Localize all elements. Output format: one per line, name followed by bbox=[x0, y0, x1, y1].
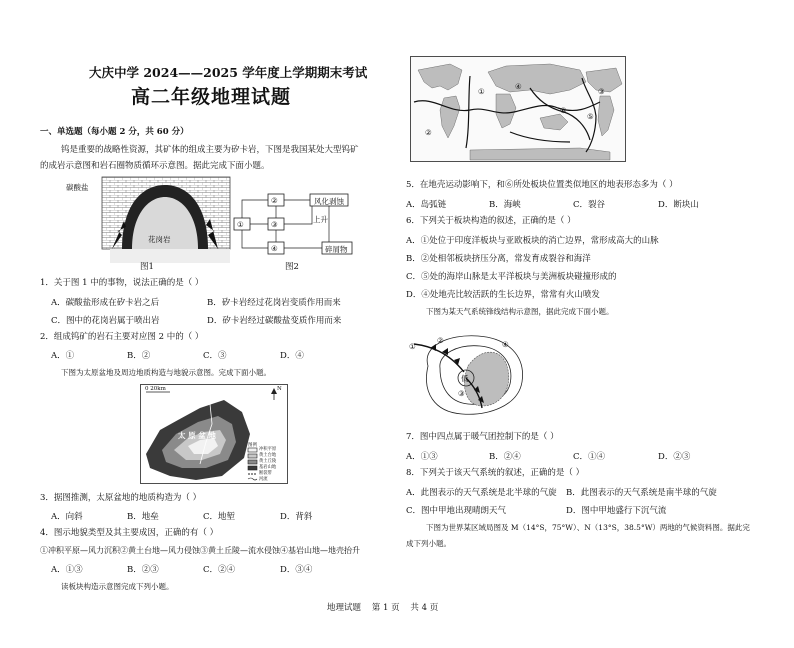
q7-stem: 7．图中四点属于暖气团控制下的是（ ） bbox=[406, 432, 559, 442]
page-title: 高二年级地理试题 bbox=[131, 86, 292, 108]
q6-stem: 6．下列关于板块构造的叙述，正确的是（ ） bbox=[406, 216, 576, 226]
q8-stem: 8．下列关于该天气系统的叙述，正确的是（ ） bbox=[406, 468, 585, 478]
legend-items bbox=[259, 447, 276, 483]
q3-option-c[interactable]: C．地堑 bbox=[203, 512, 236, 522]
intro-line-2: 的成岩示意图和岩石圈物质循环示意图。据此完成下面小题。 bbox=[40, 161, 270, 171]
rock-formation-figure bbox=[82, 175, 232, 265]
q4-option-d[interactable]: D．③④ bbox=[280, 565, 313, 575]
legend-item: 基岩山地 bbox=[259, 465, 277, 470]
climate-intro-1: 下图为世界某区域局图及 M（14°S，75°W）、N（13°S，38.5°W）两地的气候资料图。据此完 bbox=[426, 523, 750, 532]
fig2-sediment: 碎屑物 bbox=[325, 245, 348, 254]
q7-option-c[interactable]: C．①④ bbox=[573, 452, 606, 462]
climate-intro-2: 成下列小题。 bbox=[406, 539, 451, 548]
q2-option-c[interactable]: C．③ bbox=[203, 351, 227, 361]
q1-option-c[interactable]: C．图中的花岗岩属于喷出岩 bbox=[51, 316, 160, 326]
q2-option-a[interactable]: A．① bbox=[51, 351, 75, 361]
q1-option-b[interactable]: B．矽卡岩经过花岗岩变质作用而来 bbox=[207, 298, 341, 308]
q1-option-a[interactable]: A．碳酸盐形成在矽卡岩之后 bbox=[51, 298, 160, 308]
q8-option-a[interactable]: A．此图表示的天气系统是北半球的气旋 bbox=[406, 488, 557, 498]
fig2-node-2: ② bbox=[271, 196, 278, 205]
fig2-node-4: ④ bbox=[271, 244, 278, 253]
q4-option-a[interactable]: A．①③ bbox=[51, 565, 83, 575]
fig2-weathering: 风化剥蚀 bbox=[314, 197, 344, 206]
legend-item: 冲积平原 bbox=[259, 447, 277, 452]
figure-2-caption: 图2 bbox=[285, 262, 299, 272]
school-line: 大庆中学 2024——2025 学年度上学期期末考试 bbox=[89, 65, 368, 80]
plate-tectonics-map bbox=[410, 56, 626, 162]
map-marker-1: ① bbox=[478, 87, 485, 96]
map-marker-6: ⑥ bbox=[560, 106, 567, 115]
weather-point-1: ① bbox=[409, 342, 416, 351]
map-scale: 0 20km bbox=[145, 386, 166, 392]
q3-option-b[interactable]: B．地垒 bbox=[127, 512, 159, 522]
q6-option-c[interactable]: C．⑤处的海岸山脉是太平洋板块与美洲板块碰撞形成的 bbox=[406, 272, 617, 282]
legend-title: 图例 bbox=[248, 443, 257, 448]
q7-option-b[interactable]: B．②④ bbox=[489, 452, 521, 462]
q8-option-b[interactable]: B．此图表示的天气系统是南半球的气旋 bbox=[566, 488, 717, 498]
legend-item: 黄土台地 bbox=[259, 453, 277, 458]
section-heading: 一、单选题（每小题 2 分，共 60 分） bbox=[40, 127, 189, 137]
fig2-node-3: ③ bbox=[271, 220, 278, 229]
q4-option-b[interactable]: B．②③ bbox=[127, 565, 159, 575]
weather-intro: 下图为某天气系统锋线结构示意图，据此完成下面小题。 bbox=[426, 307, 614, 316]
legend-item: 黄土丘陵 bbox=[259, 459, 277, 464]
q7-option-a[interactable]: A．①③ bbox=[406, 452, 438, 462]
q4-option-c[interactable]: C．②④ bbox=[203, 565, 236, 575]
taiyuan-intro: 下图为太原盆地及周边地质构造与地貌示意图。完成下面小题。 bbox=[61, 368, 271, 377]
q6-option-b[interactable]: B．②处相邻板块挤压分离，常发育成裂谷和海洋 bbox=[406, 254, 591, 264]
plate-intro: 读板块构造示意图完成下列小题。 bbox=[61, 582, 174, 591]
low-pressure-label: 低 bbox=[461, 374, 469, 383]
q5-option-d[interactable]: D．断块山 bbox=[658, 200, 699, 210]
q6-option-d[interactable]: D．④处地壳比较活跃的生长边界，常常有火山喷发 bbox=[406, 290, 600, 300]
figure-1-caption: 图1 bbox=[140, 262, 154, 272]
weather-point-3: ③ bbox=[458, 389, 465, 398]
intro-line-1: 钨是重要的战略性资源，其矿体的组成主要为矽卡岩，下图是我国某处大型钨矿 bbox=[61, 145, 359, 155]
q7-option-d[interactable]: D．②③ bbox=[658, 452, 691, 462]
fig2-uplift: 上升 bbox=[313, 215, 328, 224]
q1-stem: 1．关于图 1 中的事物，说法正确的是（ ） bbox=[40, 278, 204, 288]
q8-option-c[interactable]: C．图中甲地出现晴朗天气 bbox=[406, 506, 507, 516]
map-marker-4: ④ bbox=[515, 82, 522, 91]
weather-point-2: ② bbox=[437, 336, 444, 345]
label-carbonate: 碳酸盐 bbox=[66, 183, 89, 192]
q8-option-d[interactable]: D．图中甲地盛行下沉气流 bbox=[566, 506, 667, 516]
map-marker-2: ② bbox=[425, 128, 432, 137]
q3-option-a[interactable]: A．向斜 bbox=[51, 512, 83, 522]
q4-statements: ①冲积平原—风力沉积②黄土台地—风力侵蚀③黄土丘陵—流水侵蚀④基岩山地—地壳抬升 bbox=[40, 546, 360, 555]
north-arrow-icon: N bbox=[277, 386, 282, 392]
legend-item: 断裂带 bbox=[259, 471, 272, 476]
q5-stem: 5．在地壳运动影响下，和⑥所处板块位置类似地区的地表形态多为（ ） bbox=[406, 180, 678, 190]
label-granite: 花岗岩 bbox=[148, 235, 171, 244]
q6-option-a[interactable]: A．①处位于印度洋板块与亚欧板块的消亡边界，常形成高大的山脉 bbox=[406, 236, 659, 246]
q4-stem: 4．图示地貌类型及其主要成因，正确的有（ ） bbox=[40, 528, 219, 538]
fig2-node-1: ① bbox=[237, 220, 244, 229]
q3-stem: 3．据图推测，太原盆地的地质构造为（ ） bbox=[40, 493, 202, 503]
map-marker-5: ⑤ bbox=[587, 112, 594, 121]
front-system-map bbox=[408, 326, 530, 418]
q3-option-d[interactable]: D．背斜 bbox=[280, 512, 313, 522]
page-footer: 地理试题 第 1 页 共 4 页 bbox=[327, 603, 439, 613]
legend-item: 河流 bbox=[259, 477, 268, 482]
q2-option-b[interactable]: B．② bbox=[127, 351, 151, 361]
basin-label: 太 原 盆 地 bbox=[178, 431, 216, 440]
q1-option-d[interactable]: D．矽卡岩经过碳酸盐变质作用而来 bbox=[207, 316, 342, 326]
q2-option-d[interactable]: D．④ bbox=[280, 351, 304, 361]
q2-stem: 2．组成钨矿的岩石主要对应图 2 中的（ ） bbox=[40, 332, 204, 342]
q5-option-a[interactable]: A．岛弧链 bbox=[406, 200, 447, 210]
weather-point-4: ④ bbox=[502, 340, 509, 349]
map-marker-3: ③ bbox=[598, 87, 605, 96]
q5-option-b[interactable]: B．海峡 bbox=[489, 200, 521, 210]
q5-option-c[interactable]: C．裂谷 bbox=[573, 200, 606, 210]
